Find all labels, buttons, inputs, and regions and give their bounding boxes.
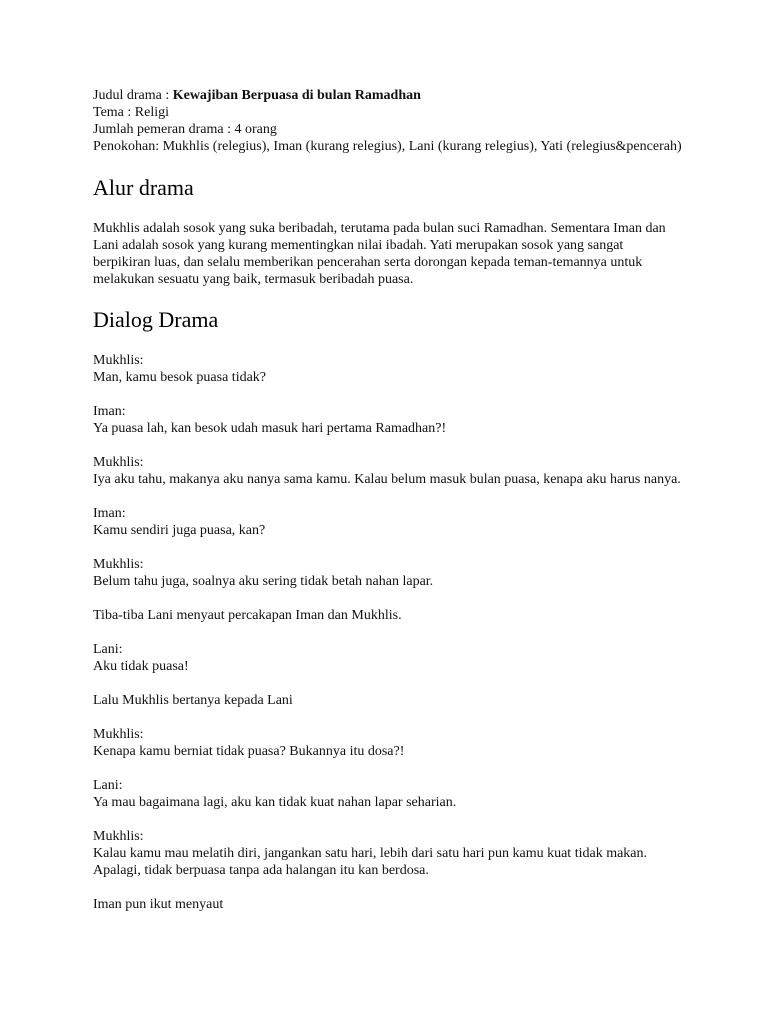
dialog-entry	[93, 828, 683, 879]
speaker-name: Iman:	[93, 404, 126, 419]
dialog-heading: Dialog Drama	[93, 307, 219, 332]
jumlah-line: Jumlah pemeran drama : 4 orang	[93, 122, 277, 137]
speaker-name: Iman:	[93, 506, 126, 521]
speaker-name: Mukhlis:	[93, 829, 144, 844]
dialog-line: Iya aku tahu, makanya aku nanya sama kamu. Kalau belum masuk bulan puasa, kenapa aku harus nanya.	[93, 472, 681, 487]
narration: Lalu Mukhlis bertanya kepada Lani	[93, 693, 293, 708]
dialog-entry	[93, 777, 683, 811]
tema-line: Tema : Religi	[93, 105, 170, 120]
speaker-name: Lani:	[93, 642, 123, 657]
speaker-name: Mukhlis:	[93, 455, 144, 470]
penokohan-line: Penokohan: Mukhlis (relegius), Iman (kurang relegius), Lani (kurang relegius), Yati (relegius&pencerah)	[93, 139, 682, 154]
alur-paragraph: Mukhlis adalah sosok yang suka beribadah, terutama pada bulan suci Ramadhan. Sementara Iman dan Lani adalah sosok yang kurang mementingkan nilai ibadah. Yati merupakan sosok yang sangat berpikiran luas, dan selalu memberikan pencerahan serta dorongan kepada teman-temannya untuk melakukan sesuatu yang baik, termasuk beribadah puasa.	[93, 221, 666, 287]
document-page	[93, 87, 683, 930]
speaker-name: Mukhlis:	[93, 557, 144, 572]
dialog-entry	[93, 726, 683, 760]
narration: Iman pun ikut menyaut	[93, 897, 224, 912]
judul-label: Judul drama :	[93, 88, 173, 103]
dialog-line: Belum tahu juga, soalnya aku sering tidak betah nahan lapar.	[93, 574, 434, 589]
narration: Tiba-tiba Lani menyaut percakapan Iman dan Mukhlis.	[93, 608, 402, 623]
speaker-name: Mukhlis:	[93, 353, 144, 368]
alur-heading: Alur drama	[93, 175, 194, 200]
dialog-entry	[93, 641, 683, 675]
dialog-entry	[93, 505, 683, 539]
dialog-line: Ya mau bagaimana lagi, aku kan tidak kuat nahan lapar seharian.	[93, 795, 457, 810]
dialog-line: Ya puasa lah, kan besok udah masuk hari pertama Ramadhan?!	[93, 421, 447, 436]
dialog-entry	[93, 454, 683, 488]
speaker-name: Mukhlis:	[93, 727, 144, 742]
dialog-line: Kamu sendiri juga puasa, kan?	[93, 523, 266, 538]
dialog-list	[93, 352, 683, 913]
dialog-entry	[93, 352, 683, 386]
judul-value: Kewajiban Berpuasa di bulan Ramadhan	[172, 88, 421, 103]
dialog-entry	[93, 556, 683, 590]
speaker-name: Lani:	[93, 778, 123, 793]
dialog-line: Aku tidak puasa!	[93, 659, 189, 674]
dialog-entry	[93, 403, 683, 437]
dialog-line: Kalau kamu mau melatih diri, jangankan satu hari, lebih dari satu hari pun kamu kuat tidak makan. Apalagi, tidak berpuasa tanpa ada halangan itu kan berdosa.	[93, 846, 648, 878]
dialog-line: Kenapa kamu berniat tidak puasa? Bukannya itu dosa?!	[93, 744, 405, 759]
judul-line	[93, 87, 683, 104]
dialog-line: Man, kamu besok puasa tidak?	[93, 370, 267, 385]
